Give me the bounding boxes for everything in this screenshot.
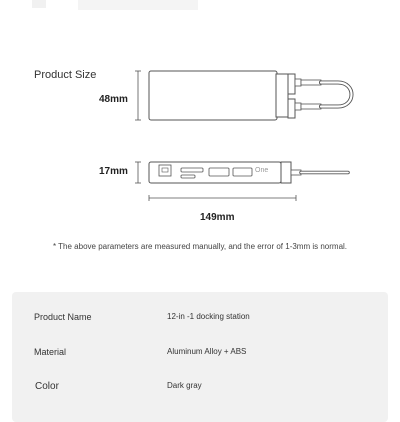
spec-row <box>12 347 388 367</box>
plug-shell <box>301 80 321 85</box>
tf-card-slot <box>181 175 195 178</box>
measurement-note: * The above parameters are measured manually, and the error of 1-3mm is normal. <box>52 242 348 251</box>
spec-value: Aluminum Alloy + ABS <box>167 347 247 356</box>
hub-connector-block <box>276 74 288 117</box>
height-17mm-label: 17mm <box>99 166 128 177</box>
length-149mm-label: 149mm <box>200 212 235 223</box>
hub-top-view <box>149 71 277 120</box>
plug-tip <box>295 79 301 86</box>
spec-value: 12-in -1 docking station <box>167 312 250 321</box>
usb-c-plug-bottom <box>288 99 295 118</box>
spec-key: Product Name <box>34 312 92 322</box>
sd-card-slot <box>181 168 203 172</box>
spec-key: Color <box>35 381 59 392</box>
spec-row <box>12 381 388 401</box>
spec-row <box>12 312 388 332</box>
hdmi-port-2 <box>233 168 252 176</box>
cable-loop-inner <box>321 83 352 107</box>
spec-value: Dark gray <box>167 381 202 390</box>
hdmi-port-1 <box>209 168 229 176</box>
ethernet-port <box>159 165 171 176</box>
usb-c-plug-top <box>288 74 295 94</box>
side-connector-block <box>281 162 291 183</box>
spec-table <box>12 292 388 422</box>
brand-mark: One <box>255 167 269 174</box>
product-size-label: Product Size <box>34 69 97 81</box>
plug-tip <box>295 103 301 110</box>
height-48mm-label: 48mm <box>99 94 128 105</box>
spec-key: Material <box>34 347 67 357</box>
plug-shell <box>301 104 321 109</box>
